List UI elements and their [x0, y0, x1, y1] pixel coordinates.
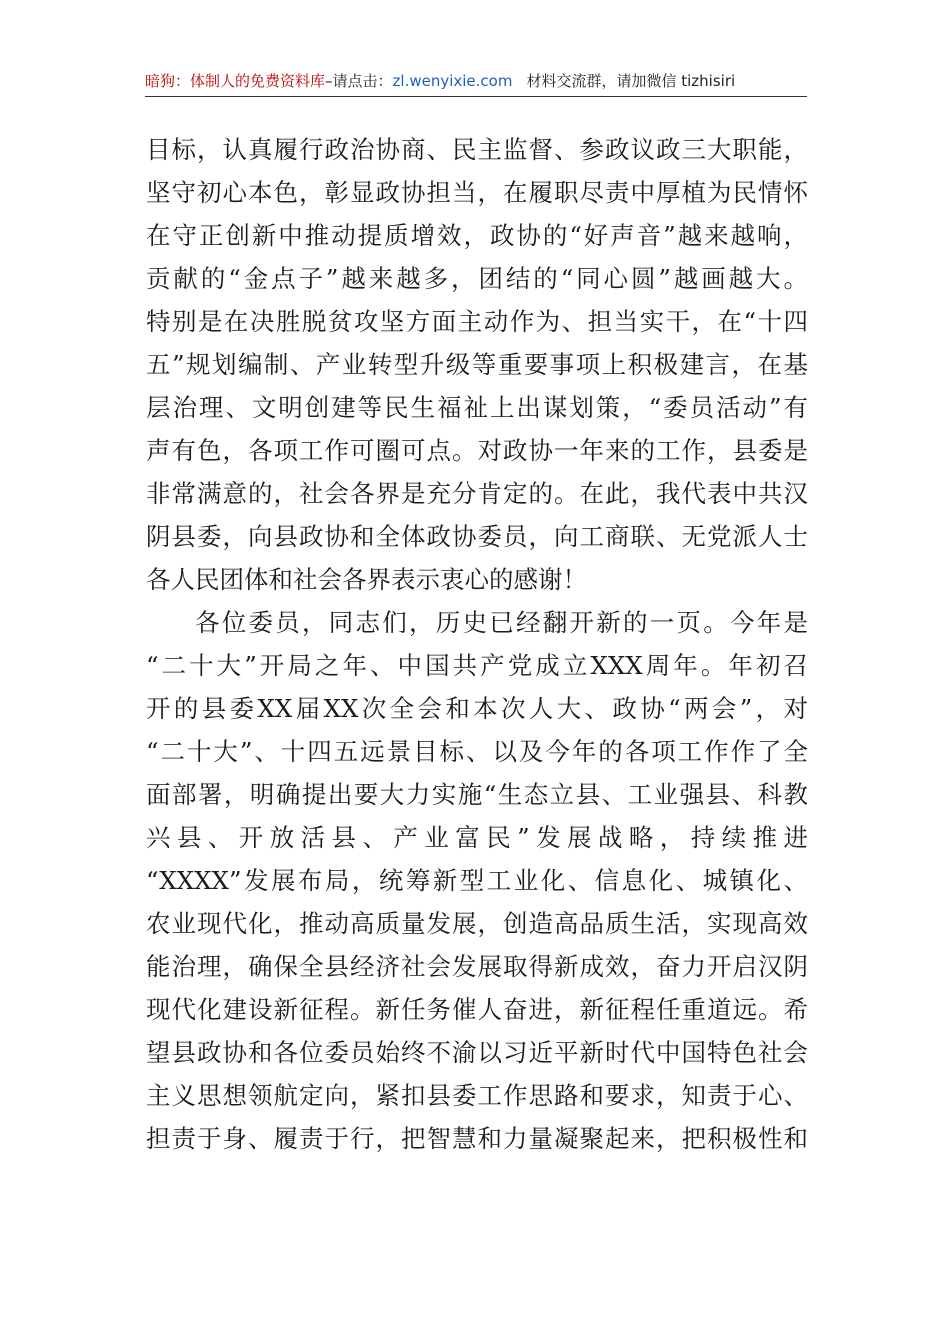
text-line: 主义思想领航定向，紧扣县委工作思路和要求，知责于心、 [146, 1081, 808, 1110]
header-prompt: –请点击： [325, 72, 393, 90]
header-url-link[interactable]: zl.wenyixie.com [392, 72, 513, 90]
text-line: “XXXX”发展布局，统筹新型工业化、信息化、城镇化、 [146, 866, 808, 895]
text-line: 特别是在决胜脱贫攻坚方面主动作为、担当实干，在“十四 [146, 307, 808, 336]
document-header [145, 66, 807, 97]
text-line: “二十大”开局之年、中国共产党成立XXX周年。年初召 [146, 651, 808, 680]
text-line: “二十大”、十四五远景目标、以及今年的各项工作作了全 [146, 737, 808, 766]
text-line: 望县政协和各位委员始终不渝以习近平新时代中国特色社会 [146, 1038, 808, 1067]
text-line: 在守正创新中推动提质增效，政协的“好声音”越来越响， [146, 221, 808, 250]
text-line: 层治理、文明创建等民生福祉上出谋划策，“委员活动”有 [146, 393, 808, 422]
text-line: 担责于身、履责于行，把智慧和力量凝聚起来，把积极性和 [146, 1124, 808, 1153]
header-wechat-note: 材料交流群，请加微信 tizhisiri [526, 72, 736, 90]
text-line: 阴县委，向县政协和全体政协委员，向工商联、无党派人士 [146, 522, 808, 551]
document-body [146, 128, 808, 1160]
text-line: 贡献的“金点子”越来越多，团结的“同心圆”越画越大。 [146, 264, 808, 293]
text-line: 声有色，各项工作可圈可点。对政协一年来的工作，县委是 [146, 436, 808, 465]
text-line: 目标，认真履行政治协商、民主监督、参政议政三大职能， [146, 135, 808, 164]
text-line: 能治理，确保全县经济社会发展取得新成效，奋力开启汉阴 [146, 952, 808, 981]
text-line: 现代化建设新征程。新任务催人奋进，新征程任重道远。希 [146, 995, 808, 1024]
header-site-name: 暗狗：体制人的免费资料库 [145, 72, 326, 90]
text-line: 坚守初心本色，彰显政协担当，在履职尽责中厚植为民情怀 [146, 178, 808, 207]
text-line: 兴县、开放活县、产业富民”发展战略，持续推进 [146, 823, 808, 852]
text-line: 开的县委XX届XX次全会和本次人大、政协“两会”，对 [146, 694, 808, 723]
text-line: 面部署，明确提出要大力实施“生态立县、工业强县、科教 [146, 780, 808, 809]
text-line: 五”规划编制、产业转型升级等重要事项上积极建言，在基 [146, 350, 808, 379]
text-line: 各位委员，同志们，历史已经翻开新的一页。今年是 [195, 608, 808, 637]
text-line: 各人民团体和社会各界表示衷心的感谢！ [146, 565, 587, 594]
text-line: 农业现代化，推动高质量发展，创造高品质生活，实现高效 [146, 909, 808, 938]
text-line: 非常满意的，社会各界是充分肯定的。在此，我代表中共汉 [146, 479, 808, 508]
